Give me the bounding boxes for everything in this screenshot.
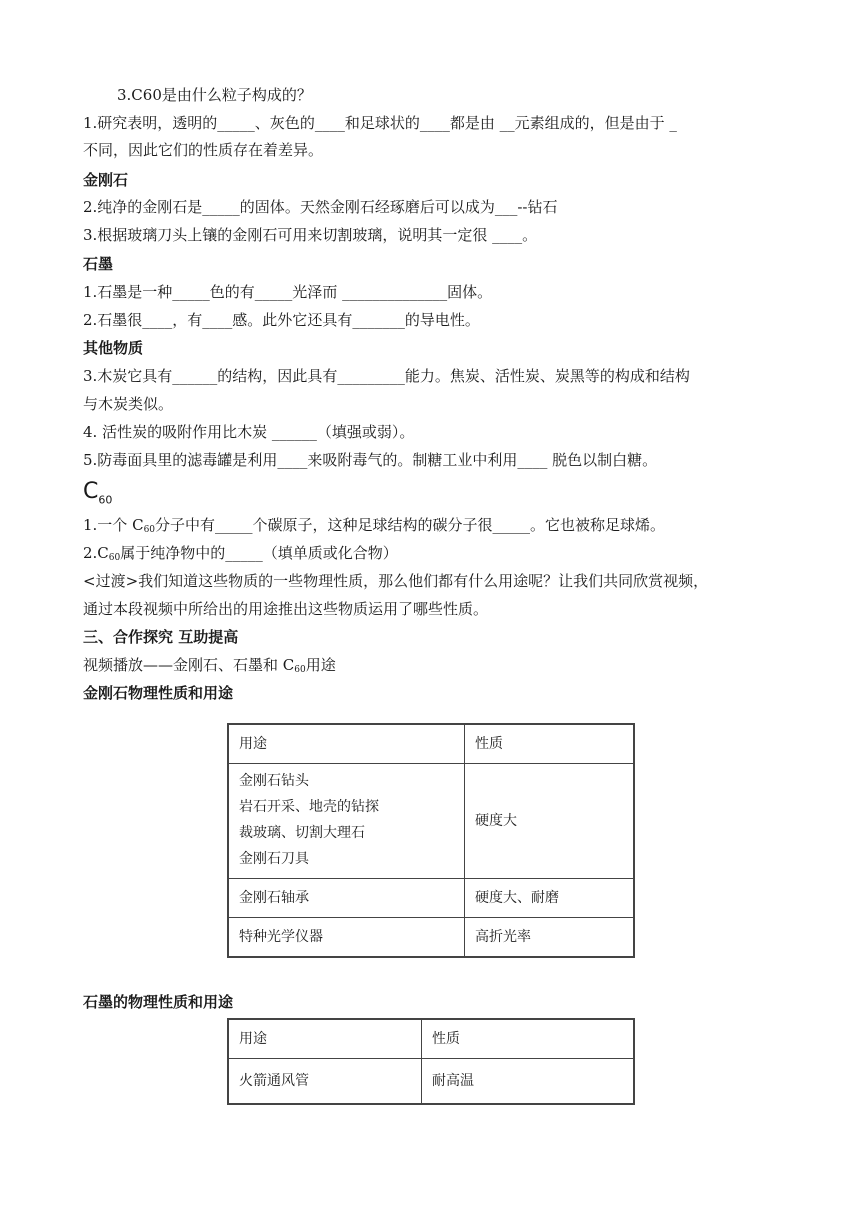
other-item-5: 5.防毒面具里的滤毒罐是利用____来吸附毒气的。制糖工业中利用____ 脱色以制白糖。 bbox=[83, 451, 658, 469]
c60-item-1-pre: 1.一个 C bbox=[83, 516, 144, 534]
heading-graphite: 石墨 bbox=[83, 255, 114, 273]
other-item-4: 4. 活性炭的吸附作用比木炭 ______（填强或弱）。 bbox=[83, 423, 415, 441]
heading-other-substances: 其他物质 bbox=[83, 339, 144, 357]
heading-diamond-table: 金刚石物理性质和用途 bbox=[83, 684, 234, 702]
table-cell-property: 耐高温 bbox=[422, 1059, 635, 1105]
use-item: 岩石开采、地壳的钻探 bbox=[239, 799, 379, 815]
intro-line-1: 1.研究表明，透明的_____、灰色的____和足球状的____都是由 __元素组成的，但是由于 _ bbox=[83, 114, 677, 132]
use-item: 金刚石钻头 bbox=[239, 773, 309, 789]
table-cell-uses: 金刚石轴承 bbox=[228, 879, 465, 918]
diamond-item-3: 3.根据玻璃刀头上镶的金刚石可用来切割玻璃，说明其一定很 ____。 bbox=[83, 226, 538, 244]
table-header-cell: 性质 bbox=[465, 724, 635, 764]
table-header-cell: 用途 bbox=[228, 1019, 422, 1059]
question-c60-particles: 3.C60是由什么粒子构成的？ bbox=[117, 86, 312, 104]
table-row bbox=[228, 879, 634, 918]
c60-item-1-post: 分子中有_____个碳原子，这种足球结构的碳分子很_____。它也被称足球烯。 bbox=[155, 516, 666, 534]
table-cell-property: 高折光率 bbox=[465, 918, 635, 958]
table-row bbox=[228, 918, 634, 958]
transition-line-1: <过渡>我们知道这些物质的一些物理性质，那么他们都有什么用途呢？让我们共同欣赏视频， bbox=[83, 572, 709, 590]
table-cell-property: 硬度大 bbox=[465, 764, 635, 879]
table-cell-property: 硬度大、耐磨 bbox=[465, 879, 635, 918]
heading-diamond: 金刚石 bbox=[83, 171, 129, 189]
diamond-item-2: 2.纯净的金刚石是_____的固体。天然金刚石经琢磨后可以成为___--钻石 bbox=[83, 198, 558, 216]
graphite-item-2: 2.石墨很____，有____感。此外它还具有_______的导电性。 bbox=[83, 311, 480, 329]
c60-item-2-sub: 60 bbox=[108, 553, 121, 563]
video-line-post: 用途 bbox=[305, 656, 336, 674]
heading-c60 bbox=[83, 478, 800, 514]
table-row bbox=[228, 1059, 634, 1105]
section-3-heading: 三、合作探究 互助提高 bbox=[83, 628, 239, 646]
c60-item-1-sub: 60 bbox=[143, 525, 156, 535]
heading-c60-main: C bbox=[83, 479, 99, 504]
c60-item-2-pre: 2.C bbox=[83, 544, 109, 562]
table-header-cell: 用途 bbox=[228, 724, 465, 764]
transition-line-2: 通过本段视频中所给出的用途推出这些物质运用了哪些性质。 bbox=[83, 600, 489, 618]
diamond-uses-table bbox=[227, 723, 635, 958]
heading-graphite-table: 石墨的物理性质和用途 bbox=[83, 993, 234, 1011]
video-line-pre: 视频播放——金刚石、石墨和 C bbox=[83, 656, 295, 674]
c60-item-2-post: 属于纯净物中的_____（填单质或化合物） bbox=[120, 544, 398, 562]
table-header-cell: 性质 bbox=[422, 1019, 635, 1059]
heading-c60-sub: 60 bbox=[98, 493, 113, 507]
use-item: 裁玻璃、切割大理石 bbox=[239, 825, 365, 841]
intro-line-2: 不同，因此它们的性质存在着差异。 bbox=[83, 141, 324, 159]
video-line-sub: 60 bbox=[294, 665, 306, 675]
table-header-row bbox=[228, 724, 634, 764]
table-cell-uses bbox=[228, 764, 465, 879]
other-item-3-line-2: 与木炭类似。 bbox=[83, 395, 174, 413]
graphite-uses-table bbox=[227, 1018, 635, 1105]
use-item: 金刚石刀具 bbox=[239, 851, 309, 867]
table-header-row bbox=[228, 1019, 634, 1059]
graphite-item-1: 1.石墨是一种_____色的有_____光泽而 ______________固体。 bbox=[83, 283, 493, 301]
table-row bbox=[228, 764, 634, 879]
other-item-3-line-1: 3.木炭它具有______的结构，因此具有_________能力。焦炭、活性炭、炭黑等的构成和结构 bbox=[83, 367, 690, 385]
table-cell-uses: 特种光学仪器 bbox=[228, 918, 465, 958]
table-cell-uses: 火箭通风管 bbox=[228, 1059, 422, 1105]
